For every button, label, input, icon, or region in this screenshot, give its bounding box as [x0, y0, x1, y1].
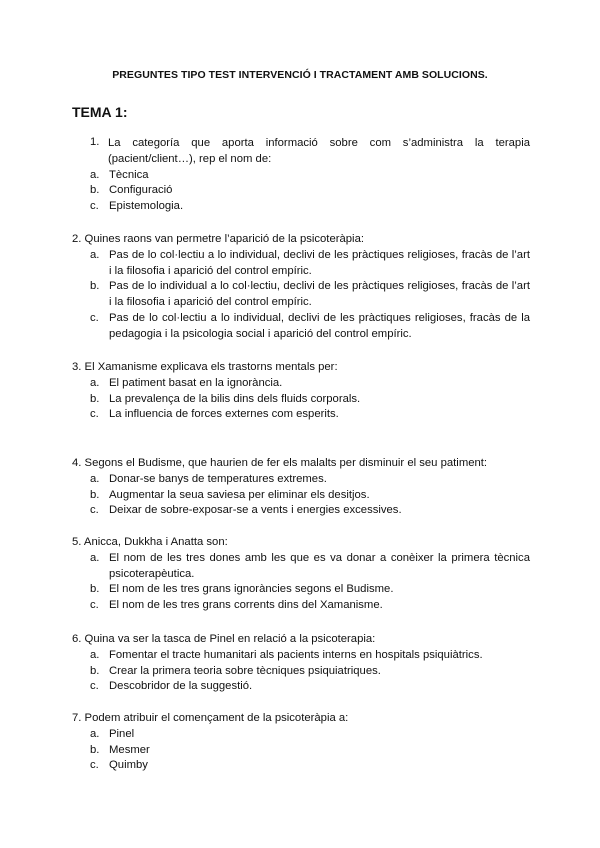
question-4-option-c	[72, 503, 530, 519]
option-letter: a.	[90, 168, 100, 181]
question-2-option-a	[72, 248, 530, 280]
option-text: El nom de les tres grans corrents dins del Xamanisme.	[109, 599, 383, 612]
question-1-option-b	[72, 183, 530, 199]
option-letter: b.	[90, 184, 100, 197]
question-3-option-c	[72, 407, 530, 423]
question-6-option-c	[72, 679, 530, 695]
option-letter: b.	[90, 280, 100, 293]
option-letter: a.	[90, 376, 100, 389]
option-letter: b.	[90, 743, 100, 756]
question-2-option-c	[72, 311, 530, 343]
option-text: La prevalença de la bilis dins dels fluids corporals.	[109, 392, 361, 405]
question-6	[72, 632, 530, 695]
question-4-text: 4. Segons el Budisme, que haurien de fer els malalts per disminuir el seu patiment:	[72, 457, 488, 469]
option-letter: c.	[90, 504, 99, 517]
question-4-option-b	[72, 488, 530, 504]
option-letter: a.	[90, 551, 100, 564]
question-5-text: 5. Anicca, Dukkha i Anatta son:	[72, 536, 228, 548]
question-7-text: 7. Podem atribuir el començament de la psicoteràpia a:	[72, 712, 349, 724]
option-letter: b.	[90, 392, 100, 405]
option-text: Pas de lo col·lectiu a lo individual, declivi de les pràctiques religioses, fracàs de l’art i la filosofia i aparició del control empíric.	[109, 248, 530, 277]
question-2-text: 2. Quines raons van permetre l’aparició de la psicoteràpia:	[72, 233, 364, 245]
question-6-text: 6. Quina va ser la tasca de Pinel en relació a la psicoterapia:	[72, 633, 376, 645]
option-text: Donar-se banys de temperatures extremes.	[109, 472, 327, 485]
document-title: PREGUNTES TIPO TEST INTERVENCIÓ I TRACTAMENT AMB SOLUCIONS.	[112, 69, 488, 81]
option-text: Epistemologia.	[109, 200, 184, 213]
option-letter: b.	[90, 488, 100, 501]
option-text: Quimby	[109, 759, 148, 772]
option-text: Pinel	[109, 727, 135, 740]
question-7-option-c	[72, 758, 530, 774]
question-3	[72, 360, 530, 423]
option-text: Mesmer	[109, 743, 150, 756]
question-5-option-c	[72, 598, 530, 614]
option-text: Configuració	[109, 184, 173, 197]
option-letter: c.	[90, 311, 99, 324]
question-3-option-a	[72, 376, 530, 392]
option-text: Descobridor de la suggestió.	[109, 680, 253, 693]
option-letter: b.	[90, 583, 100, 596]
option-letter: c.	[90, 680, 99, 693]
question-4	[72, 456, 530, 519]
question-2-option-b	[72, 279, 530, 311]
question-7	[72, 711, 530, 774]
question-3-option-b	[72, 392, 530, 408]
option-letter: a.	[90, 727, 100, 740]
question-7-option-b	[72, 743, 530, 759]
option-text: La influencia de forces externes com esperits.	[109, 408, 339, 421]
option-text: Fomentar el tracte humanitari als pacients interns en hospitals psiquiàtrics.	[109, 648, 483, 661]
option-letter: a.	[90, 472, 100, 485]
question-1-text: La categoría que aporta informació sobre com s’administra la terapia (pacient/client…), rep el nom de:	[108, 137, 530, 165]
option-text: El nom de les tres dones amb les que es va donar a conèixer la primera tècnica psicoterapèutica.	[109, 551, 530, 580]
question-5-option-b	[72, 582, 530, 598]
option-text: El patiment basat en la ignorància.	[109, 376, 283, 389]
option-letter: b.	[90, 664, 100, 677]
question-5-option-a	[72, 551, 530, 583]
option-letter: c.	[90, 200, 99, 213]
question-1-option-a	[72, 168, 530, 184]
option-text: Pas de lo col·lectiu a lo individual, declivi de les pràctiques religioses, fracàs de la pedagogia i la psicologia social i aparició del control empíric.	[109, 311, 530, 340]
question-4-option-a	[72, 472, 530, 488]
question-6-option-a	[72, 648, 530, 664]
section-heading: TEMA 1:	[72, 104, 128, 120]
option-letter: c.	[90, 599, 99, 612]
option-text: Pas de lo individual a lo col·lectiu, declivi de les pràctiques religioses, fracàs de l’art i la filosofia i aparició del control empíric.	[109, 280, 530, 309]
option-letter: a.	[90, 248, 100, 261]
question-3-text: 3. El Xamanisme explicava els trastorns mentals per:	[72, 361, 338, 373]
option-text: El nom de les tres grans ignoràncies segons el Budisme.	[109, 583, 394, 596]
option-letter: a.	[90, 648, 100, 661]
question-7-option-a	[72, 727, 530, 743]
option-letter: c.	[90, 408, 99, 421]
question-1-number: 1.	[90, 136, 100, 148]
option-text: Augmentar la seua saviesa per eliminar els desitjos.	[109, 488, 370, 501]
question-5	[72, 535, 530, 614]
question-2	[72, 232, 530, 343]
question-1	[90, 136, 530, 215]
option-text: Crear la primera teoria sobre tècniques psiquiatriques.	[109, 664, 381, 677]
question-6-option-b	[72, 664, 530, 680]
option-text: Deixar de sobre-exposar-se a vents i energies excessives.	[109, 504, 402, 517]
option-letter: c.	[90, 759, 99, 772]
question-1-option-c	[72, 199, 530, 215]
option-text: Tècnica	[109, 168, 149, 181]
